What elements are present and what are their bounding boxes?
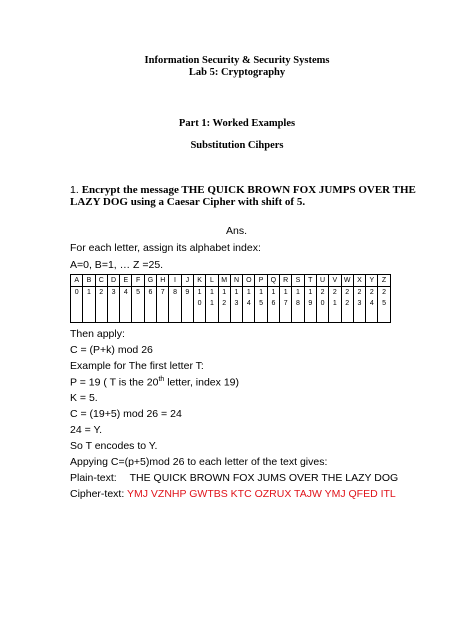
index-digit: 9 <box>308 300 313 307</box>
letter-cell: T <box>304 275 316 287</box>
index-digit: 3 <box>357 300 362 307</box>
letter-cell: I <box>169 275 181 287</box>
index-digit: 7 <box>283 300 288 307</box>
index-digit: 1 <box>234 289 239 296</box>
index-cell <box>107 287 119 323</box>
then-apply: Then apply: <box>70 328 125 340</box>
letter-cell: Z <box>378 275 390 287</box>
index-digit: 2 <box>357 289 362 296</box>
index-cell <box>243 287 255 323</box>
index-digit: 6 <box>148 289 153 296</box>
y-line: 24 = Y. <box>70 424 103 436</box>
letter-cell: S <box>292 275 304 287</box>
index-digit: 8 <box>296 300 300 307</box>
index-digit: 1 <box>332 300 337 307</box>
letter-cell: E <box>120 275 132 287</box>
index-digit: 0 <box>320 300 325 307</box>
p-line <box>70 376 239 389</box>
letter-cell: L <box>206 275 218 287</box>
index-cell <box>267 287 279 323</box>
index-digit: 9 <box>185 289 190 296</box>
letter-cell: Y <box>366 275 378 287</box>
index-cell <box>280 287 292 323</box>
index-cell <box>95 287 107 323</box>
index-digit: 7 <box>160 289 165 296</box>
letter-cell: B <box>83 275 95 287</box>
formula: C = (P+k) mod 26 <box>70 344 153 356</box>
plain-value: THE QUICK BROWN FOX JUMS OVER THE LAZY DOG <box>129 472 399 484</box>
index-text: A=0, B=1, … Z =25. <box>70 259 164 271</box>
index-cell <box>83 287 95 323</box>
index-digit: 1 <box>259 289 264 296</box>
index-digit: 0 <box>197 300 202 307</box>
index-cell <box>366 287 378 323</box>
doc-title: Information Security & Security Systems <box>144 55 330 66</box>
index-digit: 2 <box>382 289 387 296</box>
index-row <box>71 287 391 323</box>
letter-cell: V <box>329 275 341 287</box>
index-cell <box>292 287 304 323</box>
index-digit: 4 <box>369 300 374 307</box>
index-digit: 2 <box>345 289 350 296</box>
assign-text: For each letter, assign its alphabet index: <box>70 242 261 254</box>
index-digit: 5 <box>136 289 141 296</box>
p-line-pre: P = 19 ( T is the 20 <box>70 376 159 389</box>
alphabet-table <box>70 274 391 323</box>
index-digit: 1 <box>209 300 214 307</box>
index-cell <box>181 287 193 323</box>
index-digit: 2 <box>222 300 227 307</box>
index-cell <box>218 287 230 323</box>
p-line-sup: th <box>158 376 165 383</box>
index-digit: 0 <box>74 289 79 296</box>
index-digit: 2 <box>332 289 337 296</box>
letter-cell: D <box>107 275 119 287</box>
index-cell <box>329 287 341 323</box>
index-digit: 6 <box>271 300 276 307</box>
letter-cell: C <box>95 275 107 287</box>
index-digit: 5 <box>259 300 264 307</box>
index-cell <box>71 287 83 323</box>
doc-subtitle: Lab 5: Cryptography <box>188 67 286 78</box>
index-cell <box>144 287 156 323</box>
letter-cell: K <box>193 275 205 287</box>
letter-cell: H <box>157 275 169 287</box>
question-number: 1. <box>70 184 82 196</box>
example-text: Example for The first letter T: <box>70 360 204 372</box>
index-digit: 3 <box>111 289 116 296</box>
p-line-post: letter, index 19) <box>164 376 239 389</box>
cipher-value: YMJ VZNHP GWTBS KTC OZRUX TAJW YMJ QFED ITL <box>127 488 396 500</box>
index-digit: 2 <box>369 289 374 296</box>
index-cell <box>255 287 267 323</box>
letter-cell: M <box>218 275 230 287</box>
index-cell <box>378 287 390 323</box>
index-digit: 1 <box>222 289 227 296</box>
index-cell <box>316 287 328 323</box>
index-digit: 1 <box>197 289 202 296</box>
letter-cell: Q <box>267 275 279 287</box>
cipher-label: Cipher-text: <box>70 488 125 500</box>
letter-cell: R <box>280 275 292 287</box>
question-text-1: Encrypt the message THE QUICK BROWN FOX JUMPS OVER THE <box>81 184 416 196</box>
index-digit: 2 <box>320 289 325 296</box>
index-digit: 2 <box>345 300 350 307</box>
plain-text-line <box>70 472 398 484</box>
letter-cell: F <box>132 275 144 287</box>
k-line: K = 5. <box>70 392 98 404</box>
question-line-2: LAZY DOG using a Caesar Cipher with shift of 5. <box>70 196 306 208</box>
index-digit: 1 <box>209 289 214 296</box>
index-cell <box>132 287 144 323</box>
letter-cell: N <box>230 275 242 287</box>
index-digit: 8 <box>173 289 177 296</box>
letter-cell: A <box>71 275 83 287</box>
letter-cell: O <box>243 275 255 287</box>
letter-cell: X <box>353 275 365 287</box>
index-cell <box>230 287 242 323</box>
index-cell <box>169 287 181 323</box>
index-digit: 1 <box>86 289 91 296</box>
ans-label: Ans. <box>226 225 248 237</box>
index-cell <box>341 287 353 323</box>
cipher-text-line <box>70 488 396 500</box>
index-digit: 4 <box>246 300 251 307</box>
index-digit: 1 <box>246 289 251 296</box>
index-digit: 1 <box>283 289 288 296</box>
letter-cell: U <box>316 275 328 287</box>
index-digit: 2 <box>99 289 104 296</box>
index-cell <box>193 287 205 323</box>
index-digit: 4 <box>123 289 128 296</box>
index-cell <box>157 287 169 323</box>
index-digit: 1 <box>308 289 313 296</box>
letter-cell: W <box>341 275 353 287</box>
applying-line: Appying C=(p+5)mod 26 to each letter of the text gives: <box>70 456 328 468</box>
letter-cell: G <box>144 275 156 287</box>
index-digit: 3 <box>234 300 239 307</box>
index-digit: 1 <box>296 289 300 296</box>
letter-cell: P <box>255 275 267 287</box>
index-cell <box>353 287 365 323</box>
part-subheading: Substitution Cihpers <box>190 140 284 151</box>
index-cell <box>206 287 218 323</box>
part-heading: Part 1: Worked Examples <box>178 118 296 129</box>
c-line: C = (19+5) mod 26 = 24 <box>70 408 182 420</box>
index-cell <box>304 287 316 323</box>
index-cell <box>120 287 132 323</box>
letter-cell: J <box>181 275 193 287</box>
index-digit: 1 <box>271 289 276 296</box>
so-line: So T encodes to Y. <box>70 440 158 452</box>
plain-label: Plain-text: <box>70 472 117 484</box>
index-digit: 5 <box>382 300 387 307</box>
letter-row <box>71 275 391 287</box>
